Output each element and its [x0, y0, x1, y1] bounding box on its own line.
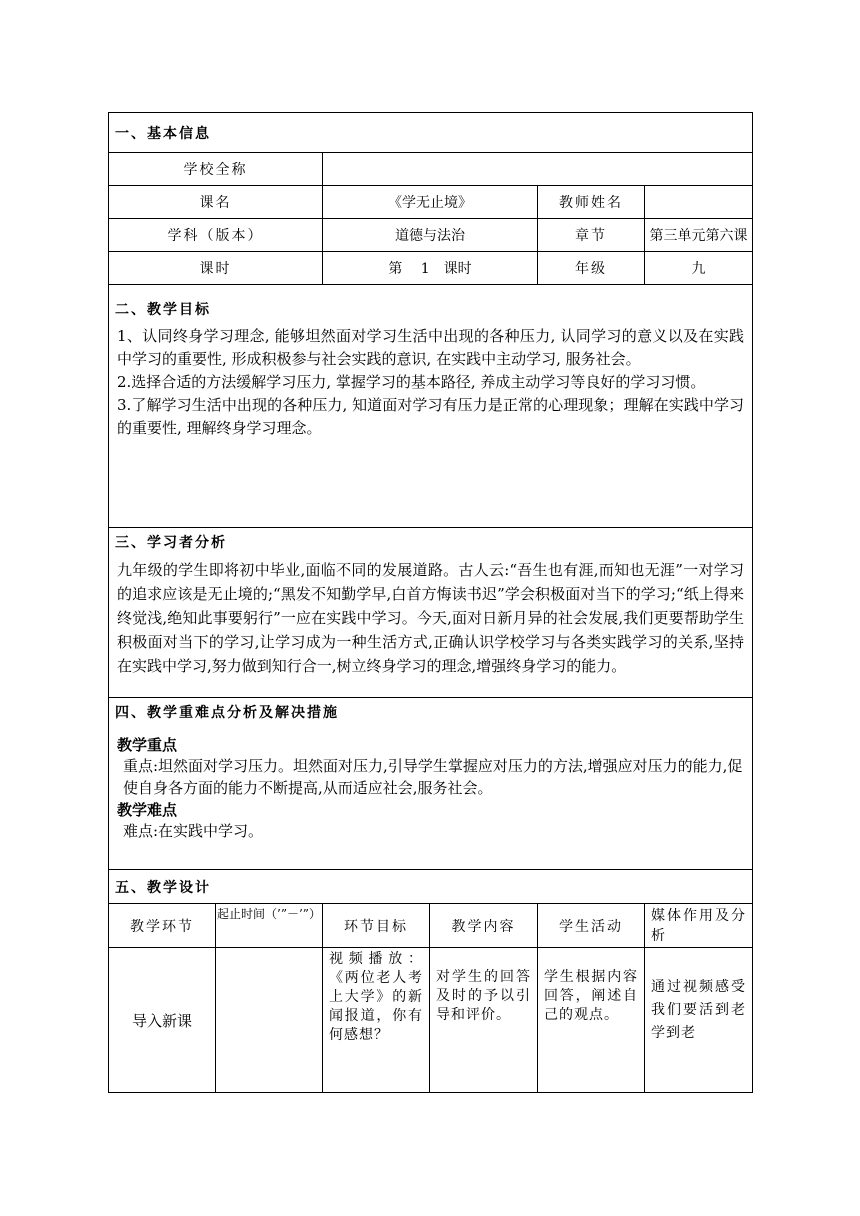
row-activity: 学生根据内容回答，阐述自己的观点。	[538, 948, 645, 1093]
chapter-label: 章节	[538, 219, 645, 252]
period-value: 第 1 课时	[323, 252, 538, 285]
difficulty-text: 难点:在实践中学习。	[123, 822, 264, 840]
header-media: 媒体作用及分析	[645, 904, 753, 948]
row-content: 对学生的回答及时的予以引导和评价。	[430, 948, 538, 1093]
header-activity: 学生活动	[538, 904, 645, 948]
objective-item: 2.选择合适的方法缓解学习压力, 掌握学习的基本路径, 养成主动学习等良好的学习习惯。	[117, 373, 706, 391]
section-design	[109, 870, 753, 904]
section-basic-info	[109, 113, 753, 153]
objective-item: 3.了解学习生活中出现的各种压力, 知道面对学习有压力是正常的心理现象；理解在实践中学习的重要性, 理解终身学习理念。	[117, 396, 745, 437]
row-goal: 视频播放：《两位老人考上大学》的新闻报道，你有何感想？	[323, 948, 430, 1093]
header-time: 起止时间（’”－’”）	[216, 904, 323, 948]
subject-label: 学科（版本）	[109, 219, 323, 252]
course-label: 课名	[109, 186, 323, 219]
section-objectives	[109, 285, 753, 528]
section-learner-analysis	[109, 528, 753, 698]
lesson-plan-table	[108, 112, 753, 1093]
row-media: 通过视频感受我们要活到老学到老	[645, 948, 753, 1093]
header-stage: 教学环节	[109, 904, 216, 948]
school-label: 学校全称	[109, 153, 323, 186]
lesson-plan-document	[108, 112, 752, 1093]
section-title: 四、教学重难点分析及解决措施	[115, 705, 339, 721]
grade-value: 九	[645, 252, 753, 285]
section-key-points	[109, 698, 753, 870]
grade-label: 年级	[538, 252, 645, 285]
header-goal: 环节目标	[323, 904, 430, 948]
section-title: 五、教学设计	[115, 879, 211, 896]
objective-item: 1、认同终身学习理念, 能够坦然面对学习生活中出现的各种压力, 认同学习的意义以及在实践中学习的重要性, 形成积极参与社会实践的意识, 在实践中主动学习, 服务社会。	[117, 327, 745, 368]
teacher-value	[645, 186, 753, 219]
teacher-label: 教师姓名	[538, 186, 645, 219]
objectives-list	[109, 319, 752, 440]
row-stage: 导入新课	[109, 948, 216, 1093]
section-title: 二、教学目标	[115, 302, 211, 318]
learner-analysis-text: 九年级的学生即将初中毕业,面临不同的发展道路。古人云:“吾生也有涯,而知也无涯”一对学习的追求应该是无止境的;“黑发不知勤学早,白首方悔读书迟”学会积极面对当下的学习;“纸上得来终觉浅,绝知此事要躬行”一应在实践中学习。今天,面对日新月异的社会发展,我们更要帮助学生积极面对当下的学习,让学习成为一种生活方式,正确认识学校学习与各类实践学习的关系,坚持在实践中学习,努力做到知行合一,树立终身学习的理念,增强终身学习的能力。	[117, 561, 745, 675]
difficulty-title: 教学难点	[117, 801, 178, 819]
header-content: 教学内容	[430, 904, 538, 948]
period-label: 课时	[109, 252, 323, 285]
school-value	[323, 153, 753, 186]
section-title: 一、基本信息	[115, 125, 211, 142]
focus-title: 教学重点	[117, 736, 178, 754]
chapter-value: 第三单元第六课	[645, 219, 753, 252]
table-row	[109, 948, 753, 1093]
course-value: 《学无止境》	[323, 186, 538, 219]
subject-value: 道德与法治	[323, 219, 538, 252]
section-title: 三、学习者分析	[115, 535, 227, 551]
row-time	[216, 948, 323, 1093]
focus-text: 重点:坦然面对学习压力。坦然面对压力,引导学生掌握应对压力的方法,增强应对压力的能力,促使自身各方面的能力不断提高,从而适应社会,服务社会。	[123, 757, 743, 797]
